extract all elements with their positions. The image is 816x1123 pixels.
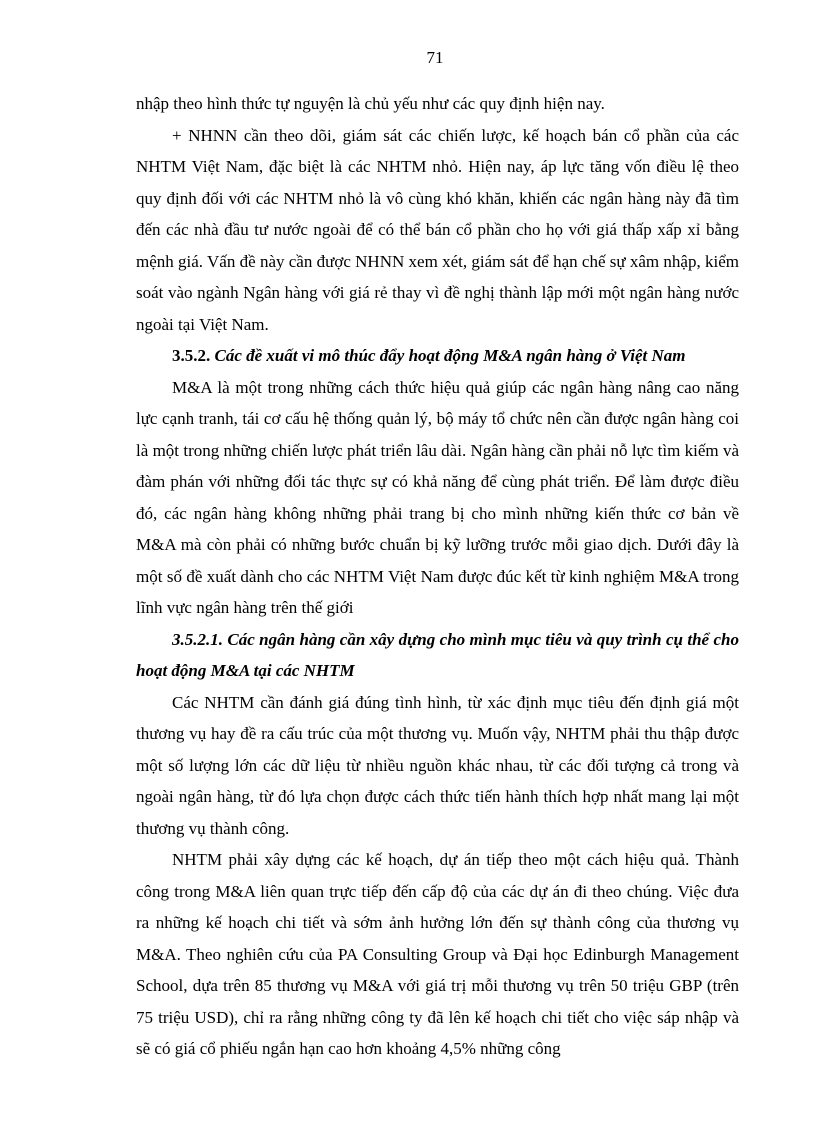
paragraph-3: M&A là một trong những cách thức hiệu quả giúp các ngân hàng nâng cao năng lực cạnh tranh, tái cơ cấu hệ thống quản lý, bộ máy tổ chức nên cần được ngân hàng coi là một trong những chiến lược phát triển lâu dài. Ngân hàng cần phải nỗ lực tìm kiếm và đàm phán với những đối tác thực sự có khả năng để cùng phát triển. Để làm được điều đó, các ngân hàng không những phải trang bị cho mình những kiến thức cơ bản về M&A mà còn phải có những bước chuẩn bị kỹ lưỡng trước mỗi giao dịch. Dưới đây là một số đề xuất dành cho các NHTM Việt Nam được đúc kết từ kinh nghiệm M&A trong lĩnh vực ngân hàng trên thế giới	[136, 377, 739, 617]
paragraph-2: + NHNN cần theo dõi, giám sát các chiến lược, kế hoạch bán cổ phần của các NHTM Việt Nam, đặc biệt là các NHTM nhỏ. Hiện nay, áp lực tăng vốn điều lệ theo quy định đối với các NHTM nhỏ là vô cùng khó khăn, khiến các ngân hàng này đã tìm đến các nhà đầu tư nước ngoài để có thể bán cổ phần cho họ với giá thấp xấp xỉ bằng mệnh giá. Vấn đề này cần được NHNN xem xét, giám sát để hạn chế sự xâm nhập, kiểm soát vào ngành Ngân hàng với giá rẻ thay vì đề nghị thành lập mới một ngân hàng nước ngoài tại Việt Nam.	[136, 125, 739, 334]
section-heading-3-5-2-1: 3.5.2.1. Các ngân hàng cần xây dựng cho mình mục tiêu và quy trình cụ thể cho hoạt động M&A tại các NHTM	[136, 629, 739, 680]
section-number: 3.5.2.	[172, 346, 211, 365]
paragraph-4: Các NHTM cần đánh giá đúng tình hình, từ xác định mục tiêu đến định giá một thương vụ hay đề ra cấu trúc của một thương vụ. Muốn vậy, NHTM phải thu thập được một số lượng lớn các dữ liệu từ nhiều nguồn khác nhau, từ các đối tượng cả trong và ngoài ngân hàng, từ đó lựa chọn được cách thức tiến hành thích hợp nhất mang lại một thương vụ thành công.	[136, 692, 739, 838]
section-heading-3-5-2	[136, 340, 739, 372]
page-number: 71	[426, 48, 444, 67]
paragraph-5: NHTM phải xây dựng các kế hoạch, dự án tiếp theo một cách hiệu quả. Thành công trong M&A liên quan trực tiếp đến cấp độ của các dự án đi theo chúng. Việc đưa ra những kế hoạch chi tiết và sớm ảnh hưởng lớn đến sự thành công của thương vụ M&A. Theo nghiên cứu của PA Consulting Group và Đại học Edinburgh Management School, dựa trên 85 thương vụ M&A với giá trị mỗi thương vụ trên 50 triệu GBP (trên 75 triệu USD), chỉ ra rằng những công ty đã lên kế hoạch chi tiết cho việc sáp nhập và sẽ có giá cổ phiếu ngắn hạn cao hơn khoảng 4,5% những công	[136, 850, 739, 1058]
paragraph-1: nhập theo hình thức tự nguyện là chủ yếu như các quy định hiện nay.	[136, 94, 605, 113]
page-body	[136, 88, 739, 1065]
section-title: Các đề xuất vi mô thúc đẩy hoạt động M&A ngân hàng ở Việt Nam	[214, 346, 686, 365]
